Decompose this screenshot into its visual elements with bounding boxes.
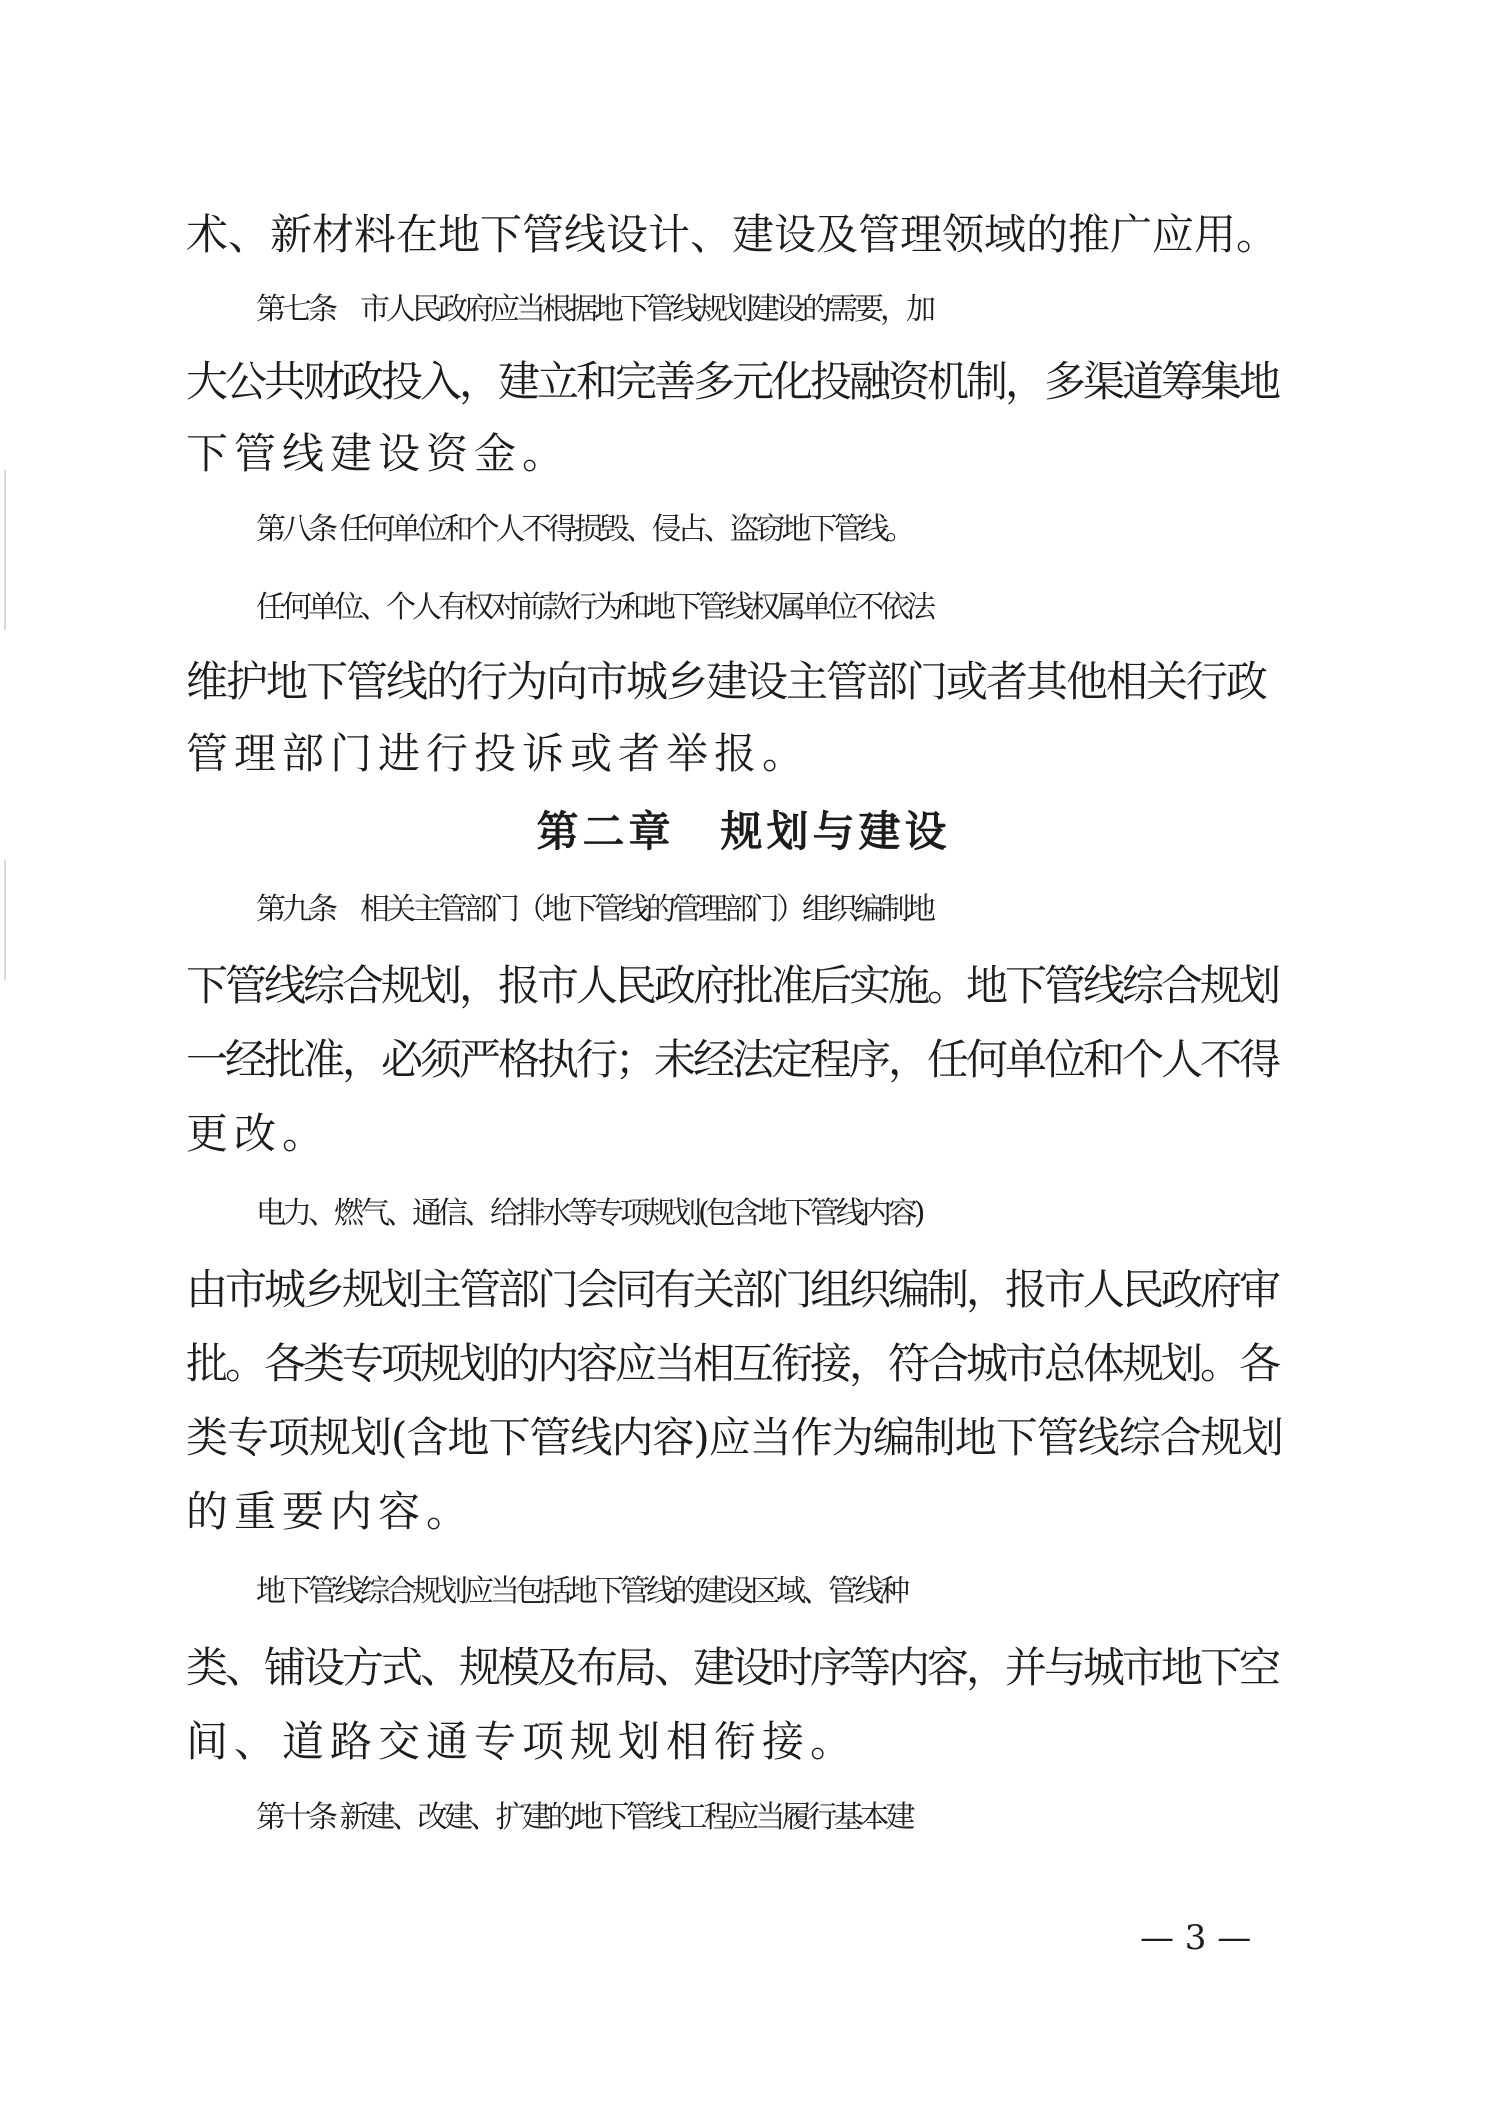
text-line: 的重要内容。 [186, 1487, 475, 1536]
text-line: 地下管线综合规划应当包括地下管线的建设区域、管线种 [256, 1574, 906, 1609]
article-9-line: 第九条 相关主管部门（地下管线的管理部门）组织编制地 [256, 892, 932, 927]
article-7-line: 第七条 市人民政府应当根据地下管线规划建设的需要，加 [256, 292, 932, 327]
text-line: 电力、燃气、通信、给排水等专项规划(包含地下管线内容) [256, 1196, 922, 1231]
text-line: 更改。 [186, 1109, 331, 1158]
scan-edge-mark [4, 470, 6, 630]
article-8-line: 第八条 任何单位和个人不得损毁、侵占、盗窃地下管线。 [256, 512, 912, 547]
chapter-heading: 第二章 规划与建设 [536, 807, 951, 856]
text-line: 大公共财政投入，建立和完善多元化投融资机制，多渠道筹集地 [186, 357, 1279, 406]
text-line: 下管线综合规划，报市人民政府批准后实施。地下管线综合规划 [186, 961, 1279, 1010]
text-line: 类专项规划(含地下管线内容)应当作为编制地下管线综合规划 [186, 1413, 1283, 1462]
scan-edge-mark [4, 860, 6, 980]
article-10-line: 第十条 新建、改建、扩建的地下管线工程应当履行基本建 [256, 1800, 912, 1835]
text-line: 一经批准，必须严格执行；未经法定程序，任何单位和个人不得 [186, 1035, 1279, 1084]
page-number: — 3 — [1140, 1918, 1252, 1958]
text-line: 维护地下管线的行为向市城乡建设主管部门或者其他相关行政 [186, 657, 1267, 706]
text-line: 由市城乡规划主管部门会同有关部门组织编制，报市人民政府审 [186, 1265, 1279, 1314]
text-line: 批。各类专项规划的内容应当相互衔接，符合城市总体规划。各 [186, 1339, 1279, 1388]
text-line: 下管线建设资金。 [186, 429, 571, 478]
text-line: 术、新材料在地下管线设计、建设及管理领域的推广应用。 [186, 210, 1279, 259]
text-line: 任何单位、个人有权对前款行为和地下管线权属单位不依法 [256, 590, 932, 625]
text-line: 管理部门进行投诉或者举报。 [186, 729, 811, 778]
text-line: 类、铺设方式、规模及布局、建设时序等内容，并与城市地下空 [186, 1643, 1279, 1692]
text-line: 间、道路交通专项规划相衔接。 [186, 1717, 859, 1766]
